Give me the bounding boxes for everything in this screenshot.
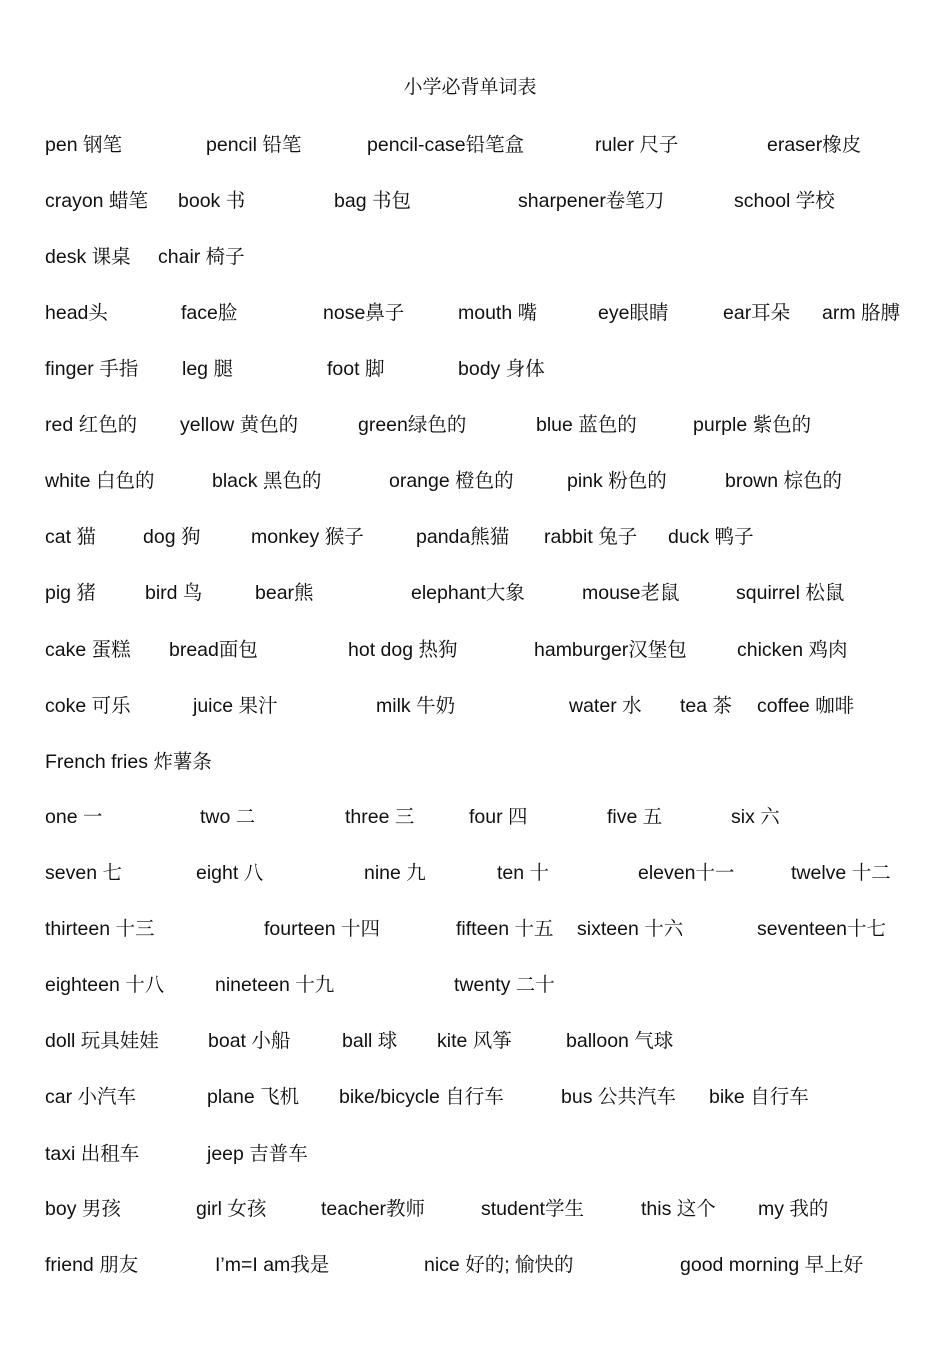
- vocab-entry: I’m=I am我是: [215, 1254, 330, 1276]
- vocab-row: [0, 1193, 950, 1223]
- vocab-entry: elephant大象: [411, 582, 525, 604]
- vocab-entry: ball 球: [342, 1030, 398, 1052]
- vocab-entry: pen 钢笔: [45, 134, 122, 156]
- vocab-entry: plane 飞机: [207, 1086, 300, 1108]
- vocab-entry: rabbit 兔子: [544, 526, 638, 548]
- vocab-entry: duck 鸭子: [668, 526, 754, 548]
- vocab-entry: cat 猫: [45, 526, 96, 548]
- vocab-entry: fourteen 十四: [264, 918, 380, 940]
- vocab-entry: green绿色的: [358, 414, 467, 436]
- vocab-entry: eye眼睛: [598, 302, 669, 324]
- vocab-entry: friend 朋友: [45, 1254, 139, 1276]
- vocab-entry: seven 七: [45, 862, 122, 884]
- vocab-entry: yellow 黄色的: [180, 414, 299, 436]
- vocab-entry: eraser橡皮: [767, 134, 862, 156]
- vocab-row: [0, 465, 950, 495]
- vocab-entry: chicken 鸡肉: [737, 639, 848, 661]
- vocab-entry: bread面包: [169, 639, 258, 661]
- vocab-entry: finger 手指: [45, 358, 139, 380]
- vocab-entry: twelve 十二: [791, 862, 891, 884]
- vocab-entry: three 三: [345, 806, 415, 828]
- vocab-entry: school 学校: [734, 190, 835, 212]
- vocab-row: [0, 857, 950, 887]
- vocab-entry: bag 书包: [334, 190, 411, 212]
- vocab-entry: coffee 咖啡: [757, 695, 855, 717]
- vocab-row: [0, 634, 950, 664]
- vocab-entry: pencil 铅笔: [206, 134, 302, 156]
- vocab-entry: face脸: [181, 302, 238, 324]
- vocab-entry: car 小汽车: [45, 1086, 137, 1108]
- vocab-entry: crayon 蜡笔: [45, 190, 148, 212]
- vocab-entry: six 六: [731, 806, 780, 828]
- vocab-row: [0, 1249, 950, 1279]
- vocab-entry: thirteen 十三: [45, 918, 155, 940]
- vocab-entry: orange 橙色的: [389, 470, 514, 492]
- vocab-row: [0, 185, 950, 215]
- vocab-entry: blue 蓝色的: [536, 414, 637, 436]
- vocab-entry: four 四: [469, 806, 528, 828]
- vocab-entry: panda熊猫: [416, 526, 510, 548]
- vocab-entry: two 二: [200, 806, 256, 828]
- vocab-entry: ten 十: [497, 862, 550, 884]
- vocab-entry: dog 狗: [143, 526, 201, 548]
- vocab-entry: milk 牛奶: [376, 695, 456, 717]
- vocab-entry: ear耳朵: [723, 302, 791, 324]
- vocab-entry: taxi 出租车: [45, 1143, 140, 1165]
- vocab-entry: seventeen十七: [757, 918, 886, 940]
- vocab-row: [0, 521, 950, 551]
- vocab-entry: white 白色的: [45, 470, 155, 492]
- vocab-row: [0, 409, 950, 439]
- vocab-entry: nine 九: [364, 862, 426, 884]
- vocab-entry: nose鼻子: [323, 302, 405, 324]
- vocab-entry: eighteen 十八: [45, 974, 165, 996]
- vocab-entry: doll 玩具娃娃: [45, 1030, 159, 1052]
- vocab-entry: bike/bicycle 自行车: [339, 1086, 504, 1108]
- vocab-entry: hot dog 热狗: [348, 639, 458, 661]
- vocab-entry: bike 自行车: [709, 1086, 809, 1108]
- vocab-row: [0, 241, 950, 271]
- vocab-row: [0, 129, 950, 159]
- vocab-row: [0, 1081, 950, 1111]
- page-title: 小学必背单词表: [403, 76, 537, 98]
- vocab-entry: jeep 吉普车: [207, 1143, 308, 1165]
- vocab-entry: twenty 二十: [454, 974, 555, 996]
- vocab-row: [0, 297, 950, 327]
- vocab-entry: good morning 早上好: [680, 1254, 864, 1276]
- vocab-entry: purple 紫色的: [693, 414, 812, 436]
- vocab-entry: sharpener卷笔刀: [518, 190, 665, 212]
- vocab-entry: pencil-case铅笔盒: [367, 134, 525, 156]
- vocab-entry: ruler 尺子: [595, 134, 679, 156]
- vocab-entry: bird 鸟: [145, 582, 203, 604]
- vocab-entry: coke 可乐: [45, 695, 131, 717]
- vocab-entry: nice 好的; 愉快的: [424, 1254, 574, 1276]
- vocab-entry: desk 课桌: [45, 246, 131, 268]
- vocab-entry: foot 脚: [327, 358, 385, 380]
- vocab-entry: pink 粉色的: [567, 470, 667, 492]
- vocab-entry: cake 蛋糕: [45, 639, 131, 661]
- vocab-entry: eleven十一: [638, 862, 735, 884]
- vocab-entry: juice 果汁: [193, 695, 278, 717]
- vocab-entry: tea 茶: [680, 695, 733, 717]
- vocab-entry: pig 猪: [45, 582, 96, 604]
- vocab-entry: brown 棕色的: [725, 470, 843, 492]
- vocab-row: [0, 690, 950, 720]
- vocab-entry: arm 胳膊: [822, 302, 901, 324]
- vocab-entry: my 我的: [758, 1198, 829, 1220]
- vocab-entry: boat 小船: [208, 1030, 291, 1052]
- vocab-entry: balloon 气球: [566, 1030, 674, 1052]
- vocab-entry: kite 风筝: [437, 1030, 512, 1052]
- vocab-row: [0, 969, 950, 999]
- vocab-entry: monkey 猴子: [251, 526, 364, 548]
- vocab-entry: bus 公共汽车: [561, 1086, 676, 1108]
- vocab-entry: red 红色的: [45, 414, 138, 436]
- vocab-row: [0, 353, 950, 383]
- vocab-entry: nineteen 十九: [215, 974, 335, 996]
- vocab-entry: five 五: [607, 806, 663, 828]
- vocab-entry: head头: [45, 302, 108, 324]
- vocab-entry: water 水: [569, 695, 642, 717]
- vocab-entry: student学生: [481, 1198, 584, 1220]
- vocab-entry: body 身体: [458, 358, 545, 380]
- vocab-row: [0, 577, 950, 607]
- vocab-entry: French fries 炸薯条: [45, 751, 212, 773]
- vocab-entry: leg 腿: [182, 358, 233, 380]
- vocab-entry: sixteen 十六: [577, 918, 684, 940]
- vocab-entry: squirrel 松鼠: [736, 582, 845, 604]
- vocab-entry: hamburger汉堡包: [534, 639, 687, 661]
- vocab-entry: boy 男孩: [45, 1198, 121, 1220]
- vocab-row: [0, 913, 950, 943]
- vocab-row: [0, 746, 950, 776]
- vocab-row: [0, 1025, 950, 1055]
- vocab-entry: bear熊: [255, 582, 314, 604]
- vocab-entry: fifteen 十五: [456, 918, 554, 940]
- vocab-entry: mouth 嘴: [458, 302, 538, 324]
- vocab-entry: book 书: [178, 190, 246, 212]
- vocab-entry: girl 女孩: [196, 1198, 267, 1220]
- vocab-entry: chair 椅子: [158, 246, 245, 268]
- vocab-entry: teacher教师: [321, 1198, 426, 1220]
- vocab-entry: black 黑色的: [212, 470, 322, 492]
- vocab-entry: mouse老鼠: [582, 582, 680, 604]
- vocab-entry: one 一: [45, 806, 103, 828]
- vocab-entry: this 这个: [641, 1198, 716, 1220]
- vocab-entry: eight 八: [196, 862, 264, 884]
- vocab-row: [0, 1138, 950, 1168]
- vocab-row: [0, 801, 950, 831]
